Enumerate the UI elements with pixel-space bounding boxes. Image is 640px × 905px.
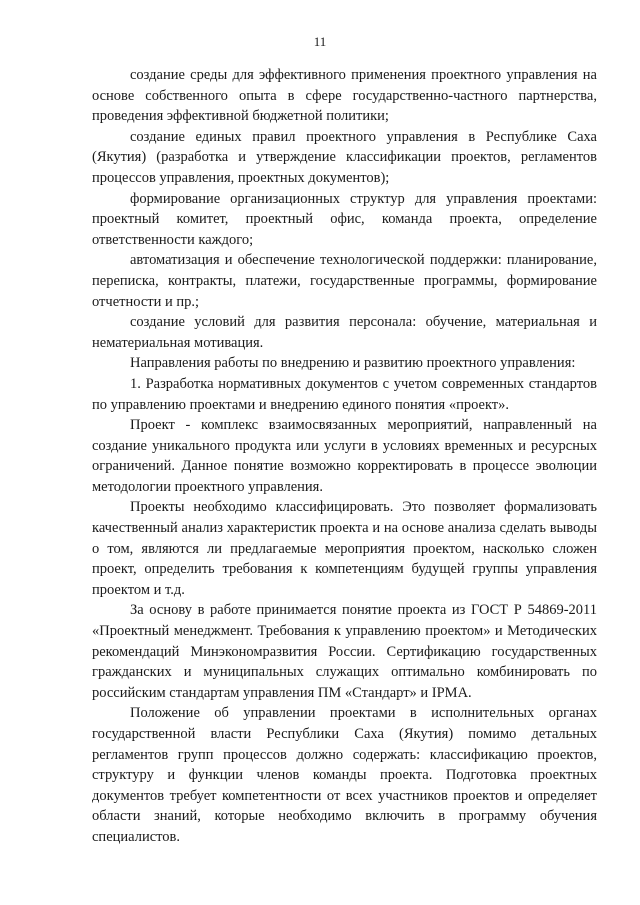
paragraph-gost-basis: За основу в работе принимается понятие проекта из ГОСТ Р 54869-2011 «Проектный менеджмент. Требования к управлению проектом» и Методических рекомендаций Минэкономразвития России. Сертификацию государственных гражданских и муниципальных служащих оптимально комбинировать по российским стандартам управления ПМ «Стандарт» и IPMA. [92,602,597,701]
paragraph-regulation: Положение об управлении проектами в исполнительных органах государственной власти Республики Саха (Якутия) помимо детальных регламентов групп процессов должно содержать: классификацию проектов, структуру и функции членов команды проекта. Подготовка проектных документов требует компетентности от всех участников проектов и определяет области знаний, которые необходимо включить в программу обучения специалистов. [92,705,597,845]
paragraph-classification: Проекты необходимо классифицировать. Это позволяет формализовать качественный анализ характеристик проекта и на основе анализа сделать выводы о том, являются ли предлагаемые мероприятия проектом, насколько сложен проект, определить требования к компетенциям будущей группы управления проектом и т.д. [92,499,597,598]
paragraph-list-item-2: создание единых правил проектного управления в Республике Саха (Якутия) (разработка и утверждение классификации проектов, регламентов процессов управления, проектных документов); [92,128,597,186]
paragraph-numbered-item-1: 1. Разработка нормативных документов с учетом современных стандартов по управлению проектами и внедрению единого понятия «проект». [92,375,597,413]
paragraph-list-item-5: создание условий для развития персонала: обучение, материальная и нематериальная мотивация. [92,314,597,351]
document-body [92,65,597,848]
paragraph-list-item-3: формирование организационных структур для управления проектами: проектный комитет, проектный офис, команда проекта, определение ответственности каждого; [92,190,597,248]
page-number: 11 [313,34,327,49]
paragraph-list-item-4: автоматизация и обеспечение технологической поддержки: планирование, переписка, контракты, платежи, государственные программы, формирование отчетности и пр.; [92,252,597,310]
paragraph-list-item-1: создание среды для эффективного применения проектного управления на основе собственного опыта в сфере государственно-частного партнерства, проведения эффективной бюджетной политики; [92,67,597,125]
paragraph-directions-heading: Направления работы по внедрению и развитию проектного управления: [130,355,576,372]
paragraph-project-definition: Проект - комплекс взаимосвязанных мероприятий, направленный на создание уникального продукта или услуги в условиях временных и ресурсных ограничений. Данное понятие возможно корректировать в процессе эволюции методологии проектного управления. [92,417,597,495]
